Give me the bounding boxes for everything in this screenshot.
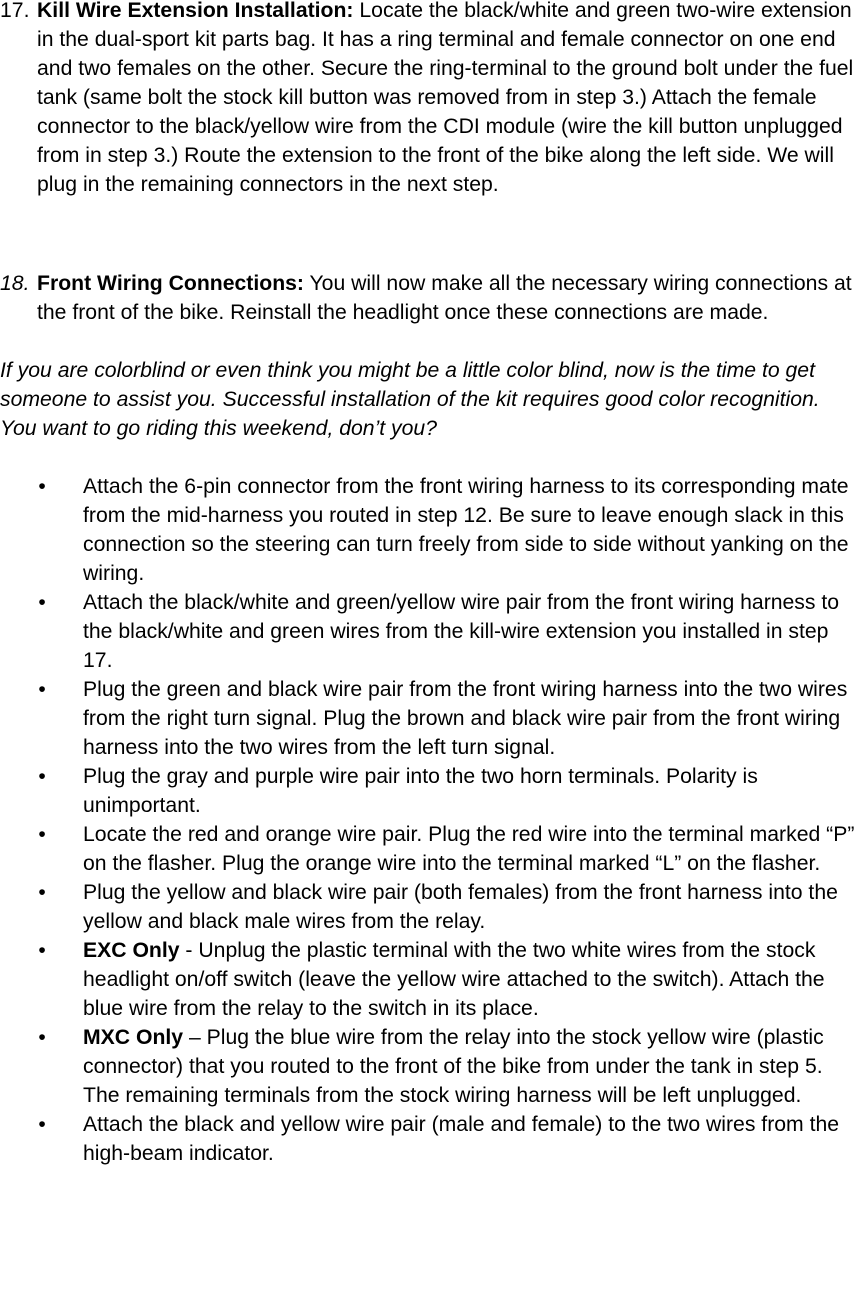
step-17-number: 17. — [0, 0, 30, 22]
bullet-label-mxc: MXC Only — [83, 1026, 184, 1049]
colorblind-warning: If you are colorblind or even think you might be a little color blind, now is the time to get someone to assist you. Successful installation of the kit requires good color recognition. You want to go riding this weekend, don’t you? — [0, 359, 820, 440]
list-item — [0, 878, 859, 936]
bullet-icon: • — [38, 881, 46, 904]
list-item — [0, 1023, 859, 1110]
bullet-icon: • — [38, 591, 46, 614]
bullet-text: Attach the black and yellow wire pair (male and female) to the two wires from the high-beam indicator. — [83, 1113, 840, 1165]
bullet-text: Locate the red and orange wire pair. Plug the red wire into the terminal marked “P” on the flasher. Plug the orange wire into the terminal marked “L” on the flasher. — [83, 823, 855, 875]
bullet-text: Plug the gray and purple wire pair into the two horn terminals. Polarity is unimportant. — [83, 765, 758, 817]
bullet-icon: • — [38, 1113, 46, 1136]
list-item — [0, 762, 859, 820]
bullet-text: Plug the green and black wire pair from the front wiring harness into the two wires from the right turn signal. Plug the brown and black wire pair from the front wiring harness into the two wires from the left turn signal. — [83, 678, 848, 759]
list-item — [0, 936, 859, 1023]
step-17-body: Locate the black/white and green two-wire extension in the dual-sport kit parts bag. It has a ring terminal and female connector on one end and two females on the other. Secure the ring-terminal to the ground bolt under the fuel tank (same bolt the stock kill button was removed from in step 3.) Attach the female connector to the black/yellow wire from the CDI module (wire the kill button unplugged from in step 3.) Route the extension to the front of the bike along the left side. We will plug in the remaining connectors in the next step. — [37, 0, 854, 196]
step-17-title: Kill Wire Extension Installation: — [37, 0, 354, 22]
list-item — [0, 472, 859, 588]
bullet-text: Plug the yellow and black wire pair (both females) from the front harness into the yellow and black male wires from the relay. — [83, 881, 838, 933]
bullet-icon: • — [38, 1026, 46, 1049]
step-18 — [0, 269, 859, 327]
bullet-icon: • — [38, 475, 46, 498]
bullet-icon: • — [38, 678, 46, 701]
bullet-icon: • — [38, 765, 46, 788]
list-item — [0, 675, 859, 762]
bullet-text: Attach the black/white and green/yellow wire pair from the front wiring harness to the black/white and green wires from the kill-wire extension you installed in step 17. — [83, 591, 840, 672]
list-item — [0, 588, 859, 675]
bullet-text: Attach the 6-pin connector from the front wiring harness to its corresponding mate from the mid-harness you routed in step 12. Be sure to leave enough slack in this connection so the steering can turn freely from side to side without yanking on the wiring. — [83, 475, 849, 585]
bullet-icon: • — [38, 823, 46, 846]
list-item — [0, 1110, 859, 1168]
bullet-icon: • — [38, 939, 46, 962]
bullet-label-exc: EXC Only — [83, 939, 180, 962]
list-item — [0, 820, 859, 878]
step-18-number: 18. — [0, 272, 30, 295]
step-18-body: You will now make all the necessary wiring connections at the front of the bike. Reinstall the headlight once these connections are made. — [37, 272, 852, 324]
bullet-text: - Unplug the plastic terminal with the two white wires from the stock headlight on/off switch (leave the yellow wire attached to the switch). Attach the blue wire from the relay to the switch in its place. — [83, 939, 825, 1020]
step-18-title: Front Wiring Connections: — [37, 272, 304, 295]
bullet-text: – Plug the blue wire from the relay into the stock yellow wire (plastic connector) that you routed to the front of the bike from under the tank in step 5. The remaining terminals from the stock wiring harness will be left unplugged. — [83, 1026, 824, 1107]
wiring-steps-list — [0, 472, 859, 1168]
step-17 — [0, 0, 859, 199]
